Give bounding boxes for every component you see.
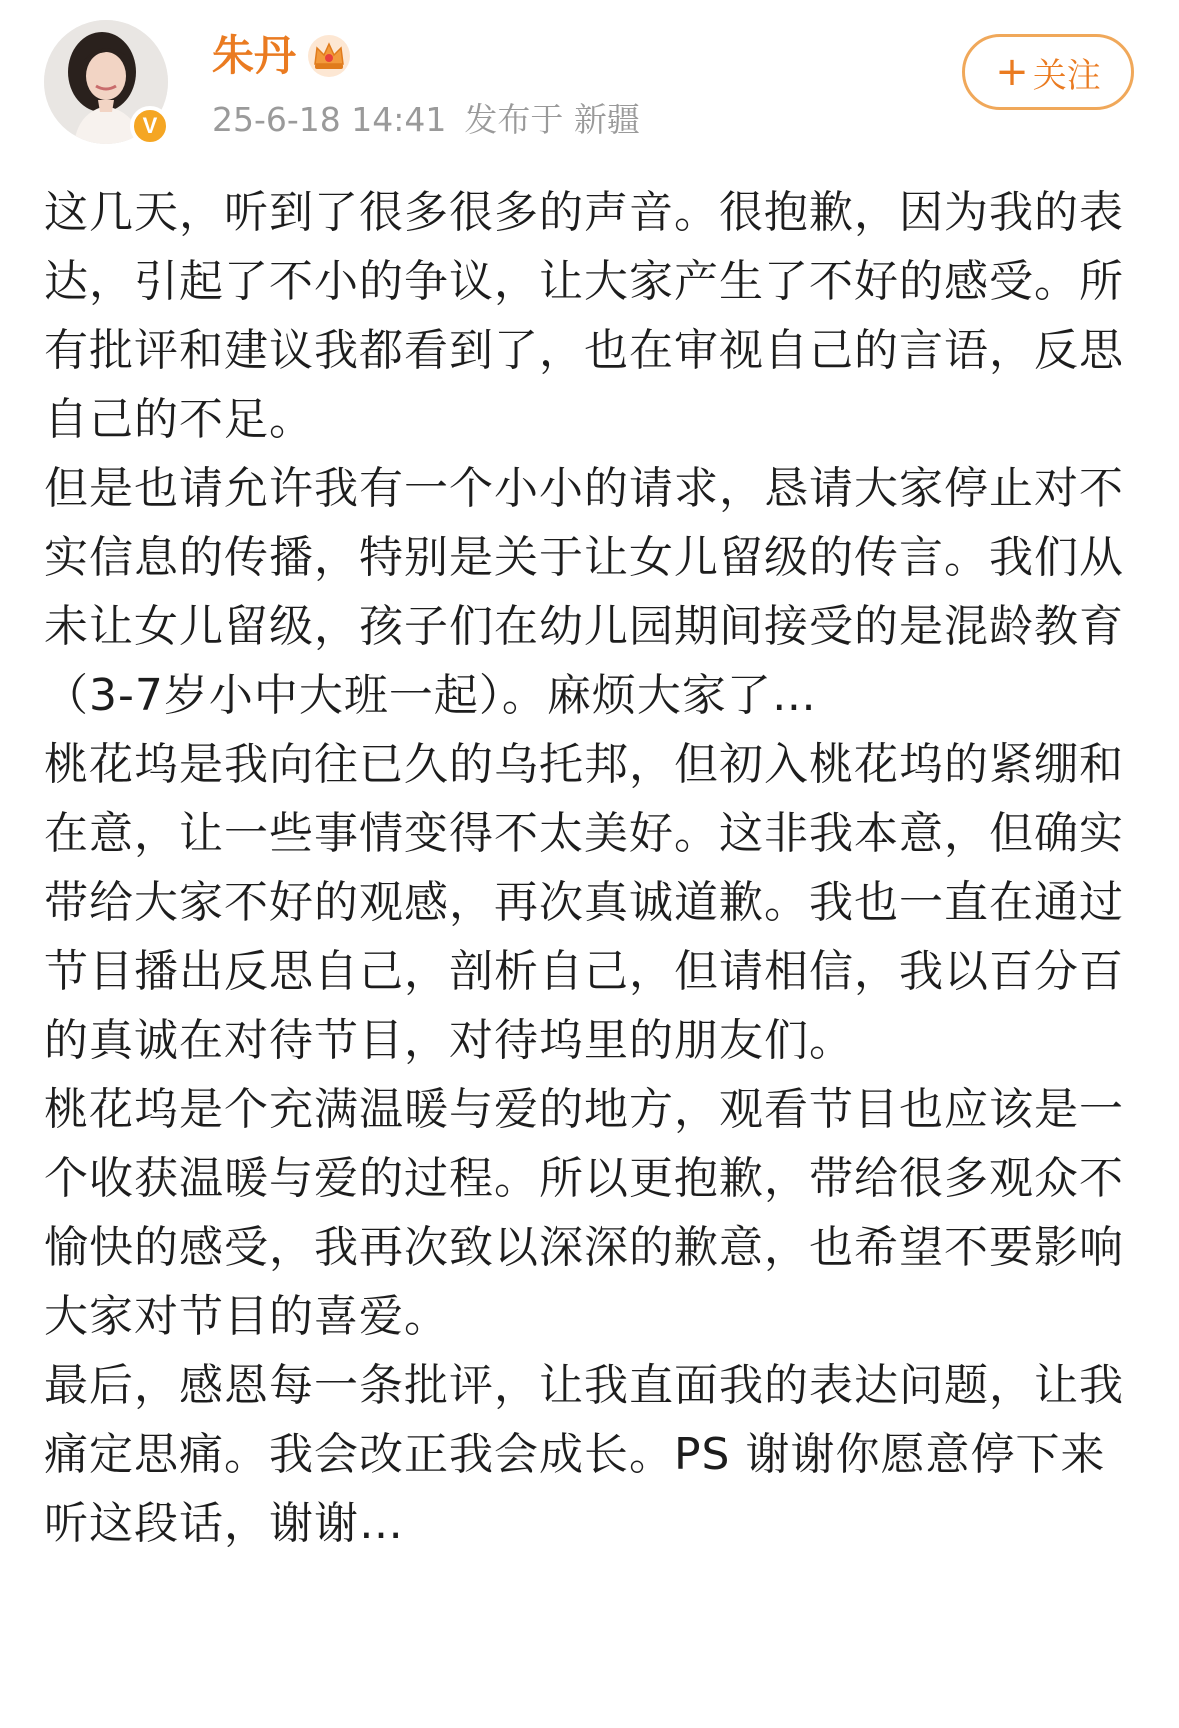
post-paragraph: 最后，感恩每一条批评，让我直面我的表达问题，让我痛定思痛。我会改正我会成长。PS 谢谢你愿意停下来听这段话，谢谢… [44,1360,1124,1549]
avatar-container[interactable] [44,20,168,144]
post-paragraph: 这几天，听到了很多很多的声音。很抱歉，因为我的表达，引起了不小的争议，让大家产生了不好的感受。所有批评和建议我都看到了，也在审视自己的言语，反思自己的不足。 [44,187,1124,445]
post-header [0,0,1179,160]
author-name[interactable]: 朱丹 [212,31,297,80]
verified-v-icon: V [130,106,170,146]
post-paragraph: 但是也请允许我有一个小小的请求，恳请大家停止对不实信息的传播，特别是关于让女儿留级的传言。我们从未让女儿留级，孩子们在幼儿园期间接受的是混龄教育（3-7岁小中大班一起）。麻烦大家了… [44,463,1124,721]
post-paragraph: 桃花坞是个充满温暖与爱的地方，观看节目也应该是一个收获温暖与爱的过程。所以更抱歉，带给很多观众不愉快的感受，我再次致以深深的歉意，也希望不要影响大家对节目的喜爱。 [44,1084,1124,1342]
follow-button[interactable] [962,34,1134,110]
crown-icon [306,34,352,78]
plus-icon: + [995,49,1029,95]
post-timestamp: 25-6-18 14:41 [212,100,447,139]
post-meta [212,98,640,142]
post-body [44,178,1144,1558]
post-paragraph: 桃花坞是我向往已久的乌托邦，但初入桃花坞的紧绷和在意，让一些事情变得不太美好。这非我本意，但确实带给大家不好的观感，再次真诚道歉。我也一直在通过节目播出反思自己，剖析自己，但请相信，我以百分百的真诚在对待节目，对待坞里的朋友们。 [44,739,1124,1066]
follow-button-label: 关注 [1032,55,1101,96]
post-location: 发布于 新疆 [464,100,640,139]
